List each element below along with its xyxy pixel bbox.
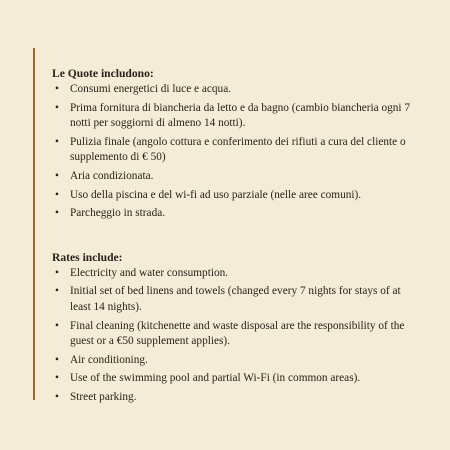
bullet-icon: • (55, 266, 59, 279)
italian-list (52, 82, 422, 222)
list-item-text: Aria condizionata. (70, 169, 154, 182)
english-section (52, 250, 422, 406)
italian-section (52, 66, 422, 222)
bullet-icon: • (55, 319, 59, 332)
list-item (52, 188, 422, 204)
list-item (52, 284, 422, 315)
bullet-icon: • (55, 207, 59, 220)
list-item (52, 135, 422, 166)
list-item-text: Uso della piscina e del wi-fi ad uso parziale (nelle aree comuni). (70, 188, 362, 201)
bullet-icon: • (55, 135, 59, 148)
list-item-text: Consumi energetici di luce e acqua. (70, 83, 232, 95)
list-item-text: Prima fornitura di biancheria da letto e da bagno (cambio biancheria ogni 7 notti per soggiorni di almeno 14 notti). (70, 101, 411, 130)
accent-bar (33, 48, 35, 400)
bullet-icon: • (55, 285, 59, 298)
list-item-text: Initial set of bed linens and towels (changed every 7 nights for stays of at least 14 nights). (70, 285, 401, 313)
italian-section-title: Le Quote includono: (52, 67, 154, 80)
list-item-text: Parcheggio in strada. (70, 207, 166, 220)
bullet-icon: • (55, 372, 59, 385)
bullet-icon: • (55, 390, 59, 403)
list-item (52, 371, 422, 387)
list-item (52, 266, 422, 282)
list-item-text: Final cleaning (kitchenette and waste disposal are the responsibility of the guest or a €50 supplement applies). (70, 319, 405, 348)
english-list (52, 266, 422, 406)
english-section-title: Rates include: (52, 250, 123, 264)
list-item (52, 169, 422, 185)
bullet-icon: • (55, 83, 59, 95)
list-item (52, 82, 422, 98)
list-item (52, 101, 422, 132)
list-item (52, 390, 422, 406)
bullet-icon: • (55, 353, 59, 366)
list-item-text: Pulizia finale (angolo cottura e conferimento dei rifiuti a cura del cliente o supplemento di € 50) (70, 135, 406, 164)
list-item (52, 353, 422, 369)
bullet-icon: • (55, 169, 59, 182)
list-item-text: Electricity and water consumption. (70, 266, 229, 279)
list-item-text: Air conditioning. (70, 353, 148, 366)
list-item-text: Street parking. (70, 390, 137, 403)
bullet-icon: • (55, 188, 59, 201)
content (52, 66, 422, 409)
list-item (52, 206, 422, 222)
bullet-icon: • (55, 101, 59, 114)
list-item-text: Use of the swimming pool and partial Wi-Fi (in common areas). (70, 372, 361, 385)
list-item (52, 319, 422, 350)
